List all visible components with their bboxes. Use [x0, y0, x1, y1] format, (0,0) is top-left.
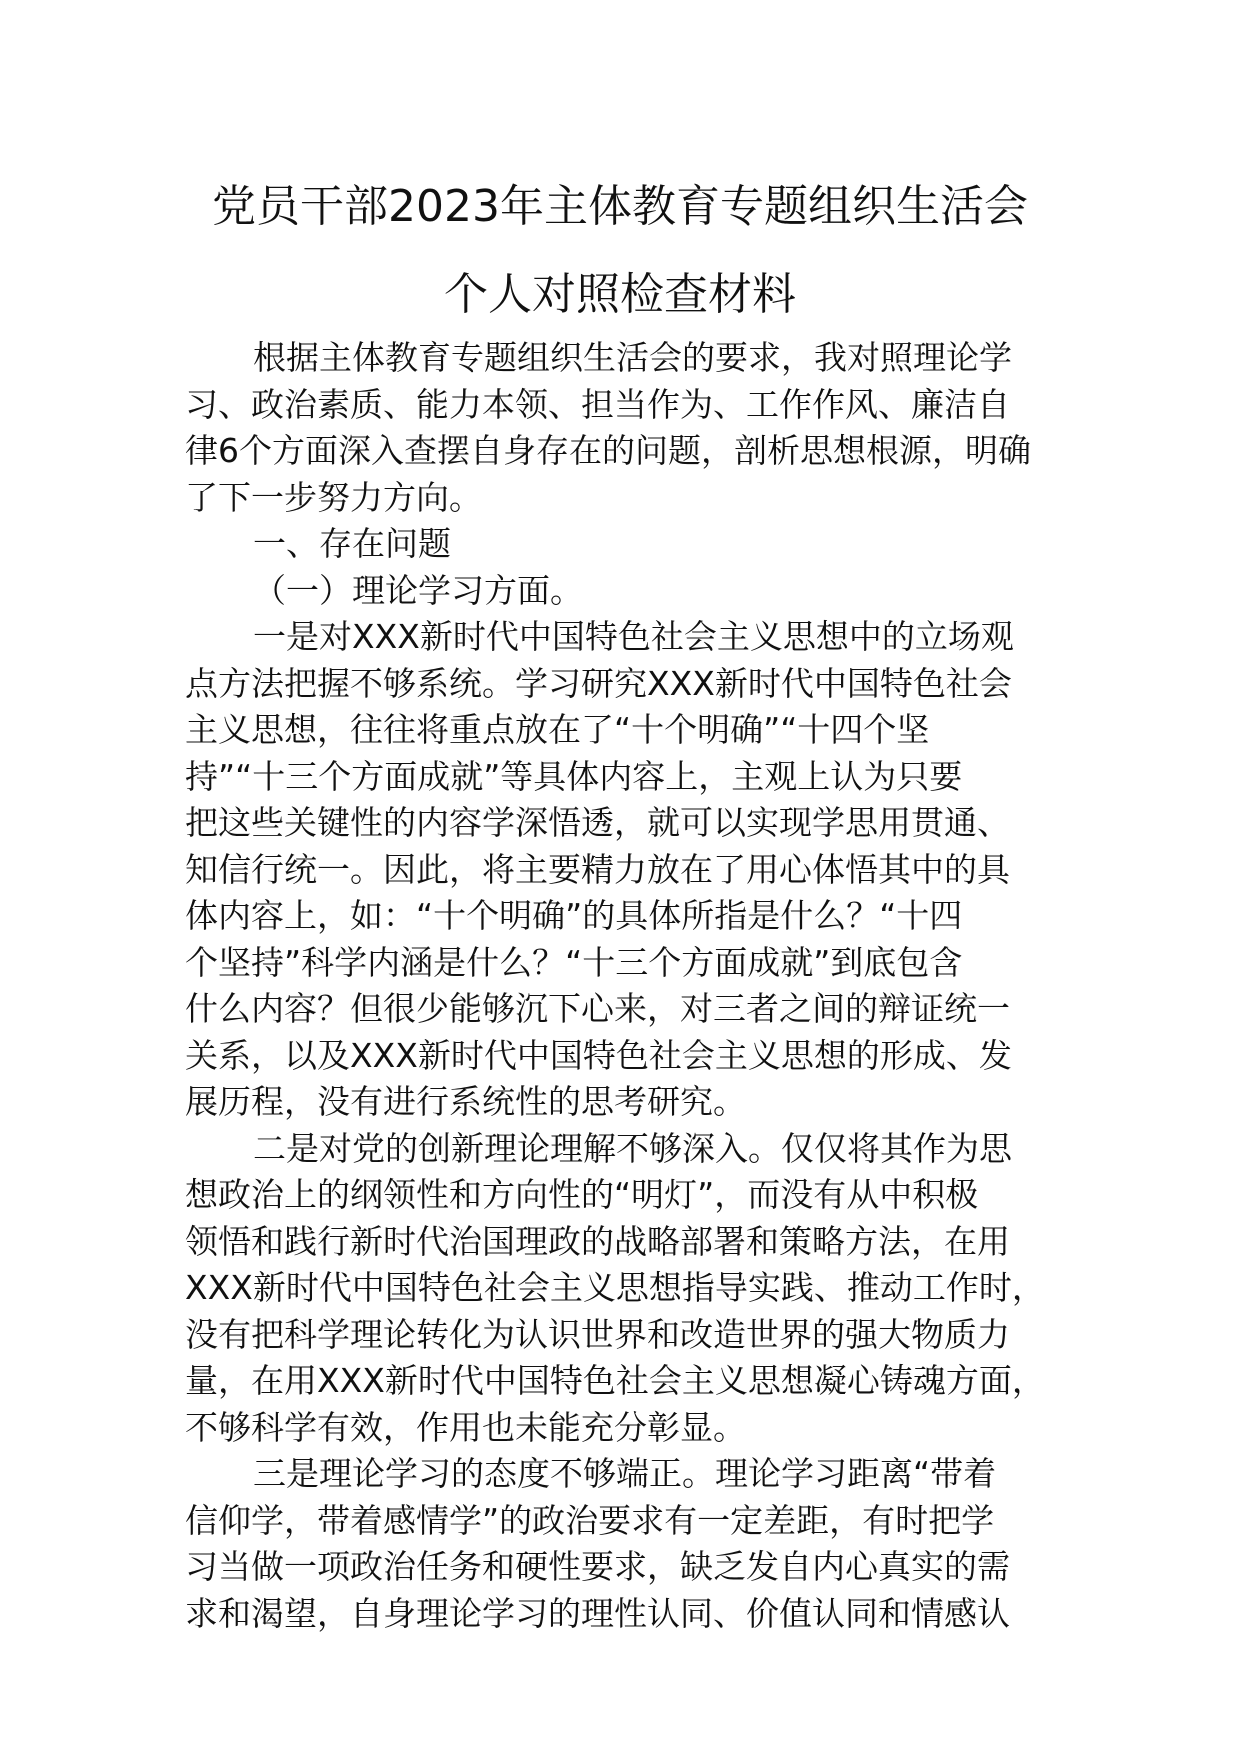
- body-text-line: 没有把科学理论转化为认识世界和改造世界的强大物质力: [185, 1314, 1010, 1354]
- body-text-line: 不够科学有效，作用也未能充分彰显。: [185, 1407, 746, 1447]
- body-text-line: 根据主体教育专题组织生活会的要求，我对照理论学: [253, 338, 1012, 377]
- body-text-line: 律6个方面深入查摆自身存在的问题，剖析思想根源，明确: [185, 431, 1031, 470]
- body-text-line: 展历程，没有进行系统性的思考研究。: [185, 1082, 746, 1121]
- body-text-line: 个坚持”科学内涵是什么？“十三个方面成就”到底包含: [185, 942, 963, 982]
- document-title-line-1: 党员干部2023年主体教育专题组织生活会: [212, 181, 1028, 232]
- body-text-line: 三是理论学习的态度不够端正。理论学习距离“带着: [253, 1454, 997, 1493]
- body-text-line: 求和渴望，自身理论学习的理性认同、价值认同和情感认: [185, 1593, 1010, 1633]
- body-text-line: 关系，以及XXX新时代中国特色社会主义思想的形成、发: [185, 1035, 1012, 1075]
- body-text-line: 信仰学，带着感情学”的政治要求有一定差距，有时把学: [185, 1500, 995, 1540]
- body-text-line: 领悟和践行新时代治国理政的战略部署和策略方法，在用: [185, 1221, 1010, 1261]
- body-text-line: 什么内容？但很少能够沉下心来，对三者之间的辩证统一: [185, 989, 1010, 1028]
- document-title-line-2: 个人对照检查材料: [444, 269, 796, 320]
- body-text-line: 知信行统一。因此，将主要精力放在了用心体悟其中的具: [185, 849, 1010, 889]
- body-text-line: 习当做一项政治任务和硬性要求，缺乏发自内心真实的需: [185, 1547, 1010, 1586]
- body-text-line: 想政治上的纲领性和方向性的“明灯”，而没有从中积极: [185, 1175, 979, 1214]
- body-text-line: 了下一步努力方向。: [185, 477, 482, 517]
- body-text-line: 量，在用XXX新时代中国特色社会主义思想凝心铸魂方面，: [185, 1361, 1045, 1400]
- body-text-line: XXX新时代中国特色社会主义思想指导实践、推动工作时，: [185, 1268, 1045, 1307]
- body-text-line: 习、政治素质、能力本领、担当作为、工作作风、廉洁自: [185, 384, 1010, 424]
- body-text-line: 点方法把握不够系统。学习研究XXX新时代中国特色社会: [185, 663, 1012, 703]
- body-text-line: 持”“十三个方面成就”等具体内容上，主观上认为只要: [185, 756, 963, 796]
- body-text-line: 体内容上，如：“十个明确”的具体所指是什么？“十四: [185, 896, 963, 935]
- body-text-line: 把这些关键性的内容学深悟透，就可以实现学思用贯通、: [185, 803, 1010, 842]
- body-text-line: 一、存在问题: [253, 524, 451, 563]
- body-text-line: 一是对XXX新时代中国特色社会主义思想中的立场观: [253, 617, 1014, 656]
- body-text-line: 二是对党的创新理论理解不够深入。仅仅将其作为思: [253, 1128, 1012, 1168]
- body-text-line: （一）理论学习方面。: [253, 570, 583, 610]
- body-text-line: 主义思想，往往将重点放在了“十个明确”“十四个坚: [185, 710, 930, 749]
- document-body: [185, 335, 1085, 1637]
